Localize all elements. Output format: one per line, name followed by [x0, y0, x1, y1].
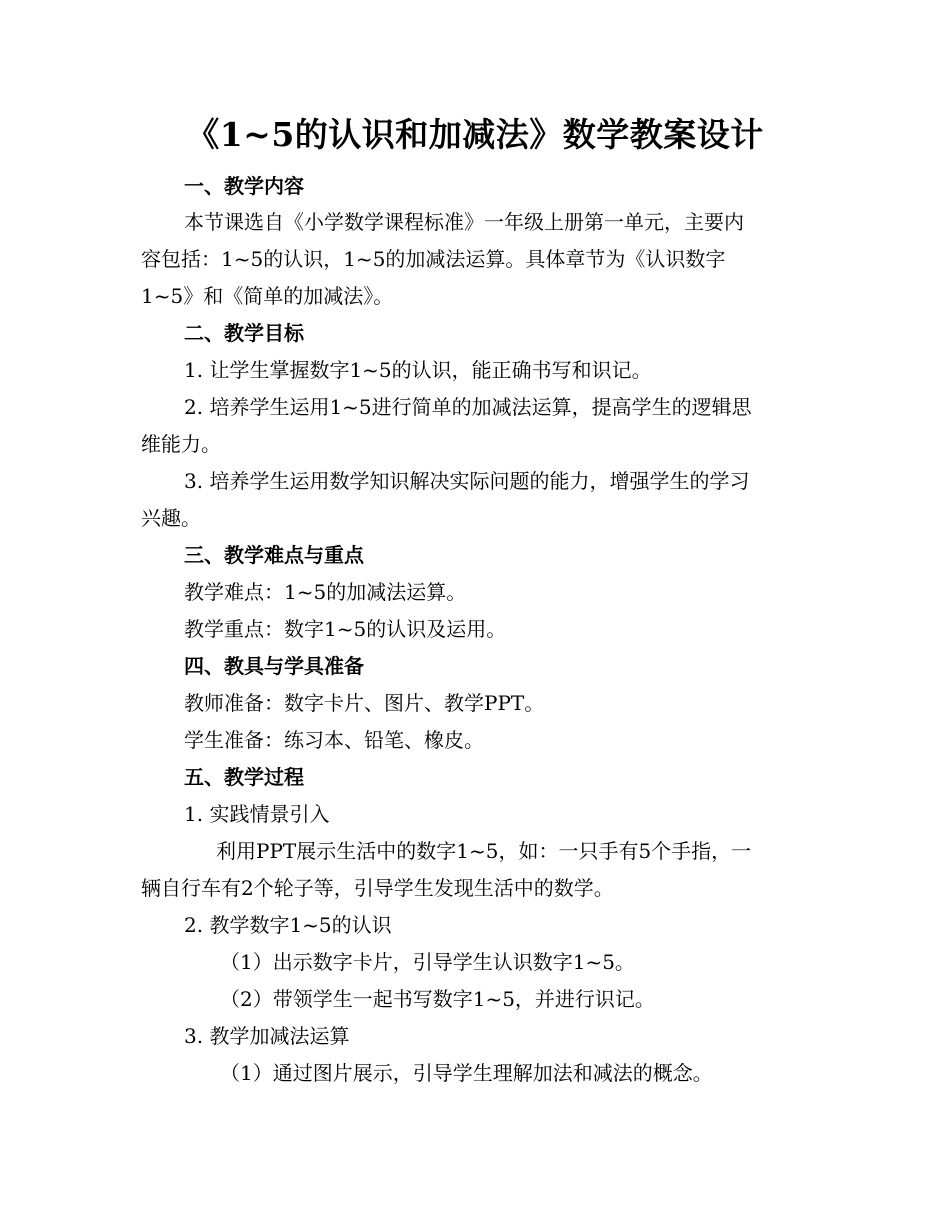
list-item-step-2: 2. 教学数字1~5的认识 [184, 913, 392, 937]
paragraph-line: 学生准备：练习本、铅笔、橡皮。 [184, 728, 484, 752]
list-item-step-1: 1. 实践情景引入 [184, 802, 330, 826]
sub-list-item: （1）通过图片展示，引导学生理解加法和减法的概念。 [220, 1061, 713, 1085]
list-item-objective-2: 2. 培养学生运用1~5进行简单的加减法运算，提高学生的逻辑思 [184, 395, 752, 419]
section-heading-key-points: 三、教学难点与重点 [184, 543, 364, 567]
list-item-objective-1: 1. 让学生掌握数字1~5的认识，能正确书写和识记。 [184, 358, 652, 382]
paragraph-line: 维能力。 [141, 432, 221, 456]
paragraph-line: 教学重点：数字1~5的认识及运用。 [184, 617, 507, 641]
section-heading-objectives: 二、教学目标 [184, 321, 304, 345]
paragraph-line: 辆自行车有2个轮子等，引导学生发现生活中的数学。 [141, 876, 614, 900]
list-item-step-3: 3. 教学加减法运算 [184, 1024, 350, 1048]
section-heading-materials: 四、教具与学具准备 [184, 654, 364, 678]
paragraph-line: 利用PPT展示生活中的数字1~5，如：一只手有5个手指，一 [216, 839, 752, 863]
paragraph-line: 1~5》和《简单的加减法》。 [141, 284, 394, 308]
list-item-objective-3: 3. 培养学生运用数学知识解决实际问题的能力，增强学生的学习 [184, 469, 750, 493]
paragraph-line: 本节课选自《小学数学课程标准》一年级上册第一单元，主要内 [184, 210, 744, 234]
document-title: 《1~5的认识和加减法》数学教案设计 [186, 115, 764, 154]
section-heading-process: 五、教学过程 [184, 765, 304, 789]
sub-list-item: （2）带领学生一起书写数字1~5，并进行识记。 [220, 987, 655, 1011]
paragraph-line: 容包括：1~5的认识，1~5的加减法运算。具体章节为《认识数字 [141, 247, 726, 271]
paragraph-line: 教学难点：1~5的加减法运算。 [184, 580, 467, 604]
section-heading-content: 一、教学内容 [184, 174, 304, 198]
paragraph-line: 教师准备：数字卡片、图片、教学PPT。 [184, 691, 545, 715]
paragraph-line: 兴趣。 [141, 506, 201, 530]
sub-list-item: （1）出示数字卡片，引导学生认识数字1~5。 [220, 950, 635, 974]
